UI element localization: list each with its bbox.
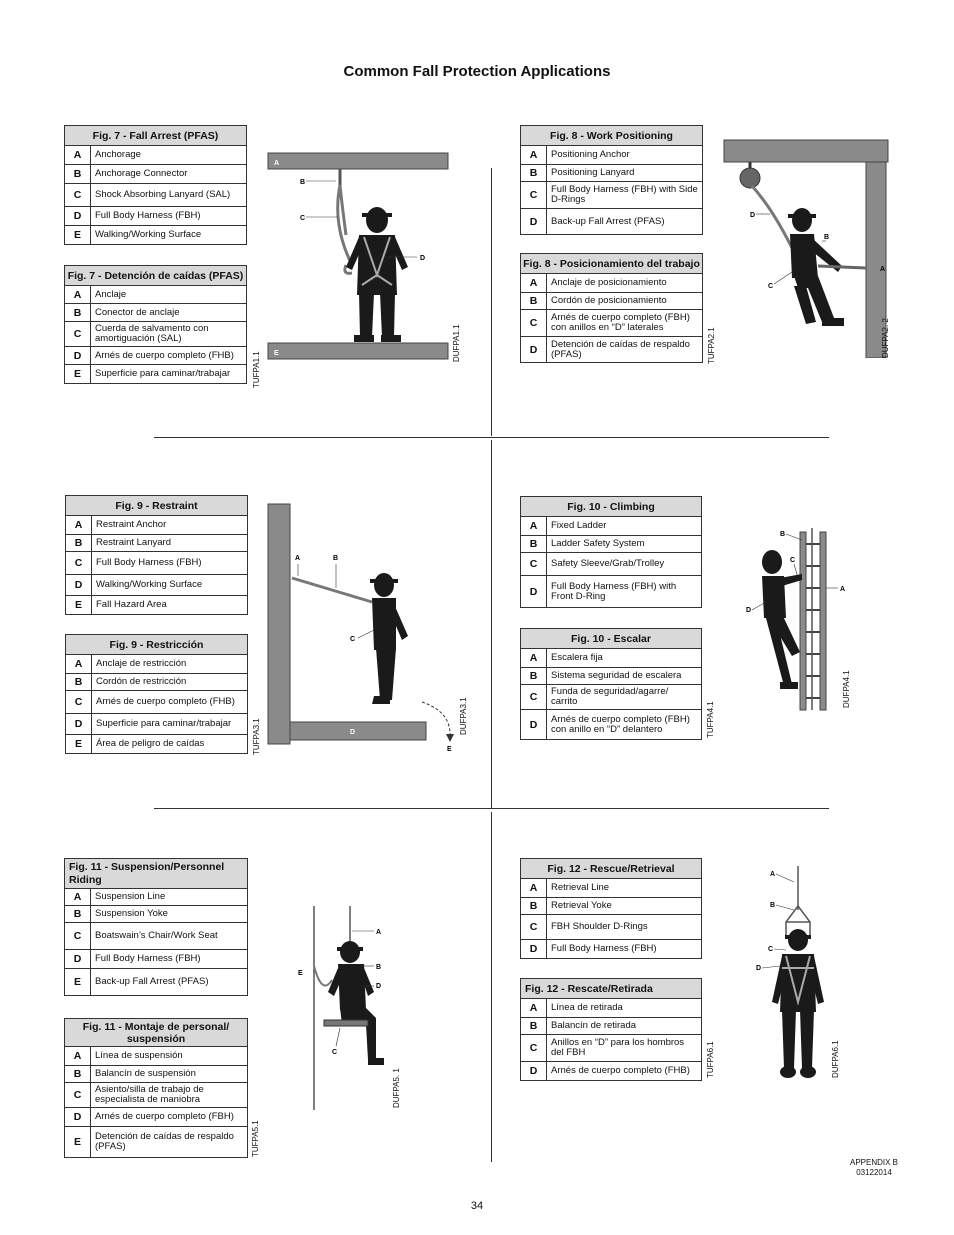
legend-key: B (521, 898, 547, 915)
legend-key: A (521, 274, 547, 293)
label-c: C (350, 636, 356, 643)
legend-key: B (521, 536, 547, 553)
legend-value: Arnés de cuerpo completo (FHB) (92, 691, 248, 714)
legend-key: C (65, 322, 91, 347)
fig7-legend-en (64, 125, 247, 245)
fig10-legend-es-title: Fig. 10 - Escalar (521, 629, 702, 649)
legend-value: Fixed Ladder (547, 517, 702, 536)
legend-key: A (521, 879, 547, 898)
label-c: C (768, 283, 774, 290)
legend-key: A (66, 655, 92, 674)
label-a: A (840, 586, 846, 593)
legend-key: D (521, 940, 547, 959)
legend-value: Walking/Working Surface (92, 575, 248, 596)
legend-key: E (65, 969, 91, 996)
legend-key: C (65, 184, 91, 207)
legend-key: D (521, 1062, 547, 1081)
legend-key: B (65, 906, 91, 923)
legend-value: FBH Shoulder D-Rings (547, 915, 702, 940)
appendix-date: 03122014 (856, 1168, 892, 1177)
legend-key: A (65, 286, 91, 304)
legend-value: Shock Absorbing Lanyard (SAL) (91, 184, 247, 207)
label-d: D (756, 965, 762, 972)
fig11-legend-en-title: Fig. 11 - Suspension/Personnel Riding (65, 859, 248, 889)
legend-value: Detención de caídas de respaldo (PFAS) (91, 1127, 248, 1158)
fig8-legend-es-title: Fig. 8 - Posicionamiento del trabajo (521, 254, 703, 274)
fig8-legend-en-title: Fig. 8 - Work Positioning (521, 126, 703, 146)
figure-code: DUFPA3.1 (459, 697, 468, 735)
legend-value: Anchorage (91, 146, 247, 165)
fig9-illustration (262, 500, 462, 755)
legend-key: E (65, 1127, 91, 1158)
legend-value: Superficie para caminar/trabajar (92, 714, 248, 735)
label-a: A (880, 266, 886, 273)
worker-figure (328, 941, 384, 1065)
legend-key: A (521, 146, 547, 165)
legend-value: Funda de seguridad/agarre/ carrito (547, 685, 702, 710)
figure-code: DUFPA1.1 (452, 324, 461, 362)
figure-code: DUFPA4.1 (842, 670, 851, 708)
legend-value: Safety Sleeve/Grab/Trolley (547, 553, 702, 576)
legend-value: Asiento/silla de trabajo de especialista de maniobra (91, 1083, 248, 1108)
figure-code: TUFPA5.1 (251, 1120, 260, 1157)
label-d: D (350, 729, 356, 736)
label-a: A (274, 160, 280, 167)
legend-key: D (521, 209, 547, 235)
fig10-legend-en (520, 496, 702, 608)
legend-key: B (521, 165, 547, 182)
legend-key: A (66, 516, 92, 535)
legend-value: Anclaje (91, 286, 247, 304)
fig9-legend-es (65, 634, 248, 754)
fig11-legend-en (64, 858, 248, 996)
label-d: D (420, 255, 426, 262)
legend-key: C (521, 685, 547, 710)
legend-value: Boatswain’s Chair/Work Seat (91, 923, 248, 950)
legend-value: Restraint Lanyard (92, 535, 248, 552)
legend-value: Suspension Line (91, 889, 248, 906)
label-e: E (274, 350, 279, 357)
legend-value: Área de peligro de caídas (92, 735, 248, 754)
fig8-illustration (722, 138, 892, 358)
legend-key: B (521, 1018, 547, 1035)
legend-key: B (65, 165, 91, 184)
legend-value: Positioning Anchor (547, 146, 703, 165)
legend-key: E (65, 365, 91, 384)
legend-key: D (521, 576, 547, 608)
legend-value: Escalera fija (547, 649, 702, 668)
fig10-legend-es (520, 628, 702, 740)
appendix-label: APPENDIX B (849, 1158, 898, 1167)
legend-key: B (521, 668, 547, 685)
legend-key: D (65, 950, 91, 969)
figure-code: TUFPA3.1 (252, 718, 261, 755)
figure-code: TUFPA4.1 (706, 701, 715, 738)
fig7-legend-es (64, 265, 247, 384)
label-b: B (376, 964, 382, 971)
legend-value: Fall Hazard Area (92, 596, 248, 615)
label-b: B (770, 902, 776, 909)
legend-value: Cordón de restricción (92, 674, 248, 691)
legend-value: Full Body Harness (FBH) (92, 552, 248, 575)
page-number: 34 (470, 1200, 484, 1212)
legend-key: A (65, 1047, 91, 1066)
legend-value: Full Body Harness (FBH) with Front D-Ring (547, 576, 702, 608)
fig7-legend-es-title: Fig. 7 - Detención de caídas (PFAS) (65, 266, 247, 286)
fig11-legend-es-title: Fig. 11 - Montaje de personal/ suspensión (65, 1019, 248, 1047)
legend-value: Balancín de retirada (547, 1018, 702, 1035)
legend-value: Retrieval Yoke (547, 898, 702, 915)
label-a: A (770, 871, 776, 878)
label-a: A (376, 929, 382, 936)
vertical-divider (491, 168, 492, 436)
legend-value: Anillos en “D” para los hombros del FBH (547, 1035, 702, 1062)
legend-key: B (65, 304, 91, 322)
worker-figure (370, 573, 408, 704)
legend-key: D (65, 347, 91, 365)
legend-value: Arnés de cuerpo completo (FBH) (91, 1108, 248, 1127)
legend-value: Suspension Yoke (91, 906, 248, 923)
legend-key: C (521, 1035, 547, 1062)
legend-value: Back-up Fall Arrest (PFAS) (91, 969, 248, 996)
legend-key: C (521, 310, 547, 337)
legend-key: B (66, 674, 92, 691)
label-c: C (768, 946, 774, 953)
legend-value: Full Body Harness (FBH) (91, 207, 247, 226)
label-d: D (750, 212, 756, 219)
fig12-legend-es-title: Fig. 12 - Rescate/Retirada (521, 979, 702, 999)
legend-value: Ladder Safety System (547, 536, 702, 553)
label-c: C (300, 215, 306, 222)
legend-value: Arnés de cuerpo completo (FHB) (91, 347, 247, 365)
label-b: B (780, 531, 786, 538)
legend-key: D (66, 575, 92, 596)
fig9-legend-es-title: Fig. 9 - Restricción (66, 635, 248, 655)
label-d: D (376, 983, 382, 990)
legend-value: Restraint Anchor (92, 516, 248, 535)
legend-key: B (65, 1066, 91, 1083)
label-b: B (824, 234, 830, 241)
legend-key: E (65, 226, 91, 245)
legend-key: D (521, 337, 547, 363)
fig8-legend-en (520, 125, 703, 235)
fig11-illustration (292, 900, 402, 1115)
legend-value: Walking/Working Surface (91, 226, 247, 245)
fig9-legend-en-title: Fig. 9 - Restraint (66, 496, 248, 516)
fig7-legend-en-title: Fig. 7 - Fall Arrest (PFAS) (65, 126, 247, 146)
fig7-illustration (262, 145, 462, 385)
figure-code: TUFPA1.1 (252, 351, 261, 388)
figure-code: TUFPA2.1 (707, 327, 716, 364)
horizontal-divider (154, 437, 829, 438)
vertical-divider (491, 440, 492, 808)
label-b: B (300, 179, 306, 186)
fig12-illustration (752, 862, 842, 1087)
legend-key: D (521, 710, 547, 740)
legend-key: C (66, 691, 92, 714)
legend-value: Arnés de cuerpo completo (FBH) con anillos en “D” laterales (547, 310, 703, 337)
legend-key: E (66, 735, 92, 754)
figure-code: DUFPA6.1 (831, 1040, 840, 1078)
legend-value: Balancín de suspensión (91, 1066, 248, 1083)
page-title: Common Fall Protection Applications (343, 63, 611, 80)
legend-key: D (65, 1108, 91, 1127)
legend-value: Cordón de posicionamiento (547, 293, 703, 310)
fig12-legend-es (520, 978, 702, 1081)
legend-key: D (66, 714, 92, 735)
vertical-divider (491, 812, 492, 1162)
legend-value: Anclaje de posicionamiento (547, 274, 703, 293)
appendix-note (850, 1158, 898, 1178)
legend-key: A (521, 517, 547, 536)
legend-key: A (65, 146, 91, 165)
label-c: C (332, 1049, 338, 1056)
legend-value: Full Body Harness (FBH) with Side D-Rings (547, 182, 703, 209)
legend-key: C (521, 182, 547, 209)
horizontal-divider (154, 808, 829, 809)
fig12-legend-en (520, 858, 702, 959)
label-a: A (295, 555, 301, 562)
legend-value: Detención de caídas de respaldo (PFAS) (547, 337, 703, 363)
legend-key: C (65, 923, 91, 950)
legend-value: Superficie para caminar/trabajar (91, 365, 247, 384)
legend-value: Conector de anclaje (91, 304, 247, 322)
legend-value: Arnés de cuerpo completo (FBH) con anillo en “D” delantero (547, 710, 702, 740)
figure-code: DUFPA5. 1 (392, 1068, 401, 1108)
legend-key: A (521, 649, 547, 668)
fig11-legend-es (64, 1018, 248, 1158)
legend-key: E (66, 596, 92, 615)
legend-key: B (521, 293, 547, 310)
legend-value: Arnés de cuerpo completo (FHB) (547, 1062, 702, 1081)
legend-key: A (65, 889, 91, 906)
label-e: E (298, 970, 303, 977)
fig9-legend-en (65, 495, 248, 615)
legend-value: Línea de suspensión (91, 1047, 248, 1066)
legend-value: Anclaje de restricción (92, 655, 248, 674)
legend-value: Sistema seguridad de escalera (547, 668, 702, 685)
legend-key: C (521, 915, 547, 940)
legend-key: C (66, 552, 92, 575)
legend-key: A (521, 999, 547, 1018)
legend-value: Positioning Lanyard (547, 165, 703, 182)
legend-value: Full Body Harness (FBH) (91, 950, 248, 969)
legend-value: Back-up Fall Arrest (PFAS) (547, 209, 703, 235)
legend-key: D (65, 207, 91, 226)
label-e: E (447, 746, 452, 753)
fig10-legend-en-title: Fig. 10 - Climbing (521, 497, 702, 517)
label-b: B (333, 555, 339, 562)
legend-value: Retrieval Line (547, 879, 702, 898)
fig8-legend-es (520, 253, 703, 363)
figure-code: TUFPA6.1 (706, 1041, 715, 1078)
legend-value: Línea de retirada (547, 999, 702, 1018)
legend-value: Full Body Harness (FBH) (547, 940, 702, 959)
legend-value: Cuerda de salvamento con amortiguación (SAL) (91, 322, 247, 347)
legend-key: C (521, 553, 547, 576)
legend-key: C (65, 1083, 91, 1108)
figure-code: DUFPA2. 2 (881, 318, 890, 358)
fig12-legend-en-title: Fig. 12 - Rescue/Retrieval (521, 859, 702, 879)
legend-value: Anchorage Connector (91, 165, 247, 184)
legend-key: B (66, 535, 92, 552)
label-d: D (746, 607, 752, 614)
label-c: C (790, 557, 796, 564)
